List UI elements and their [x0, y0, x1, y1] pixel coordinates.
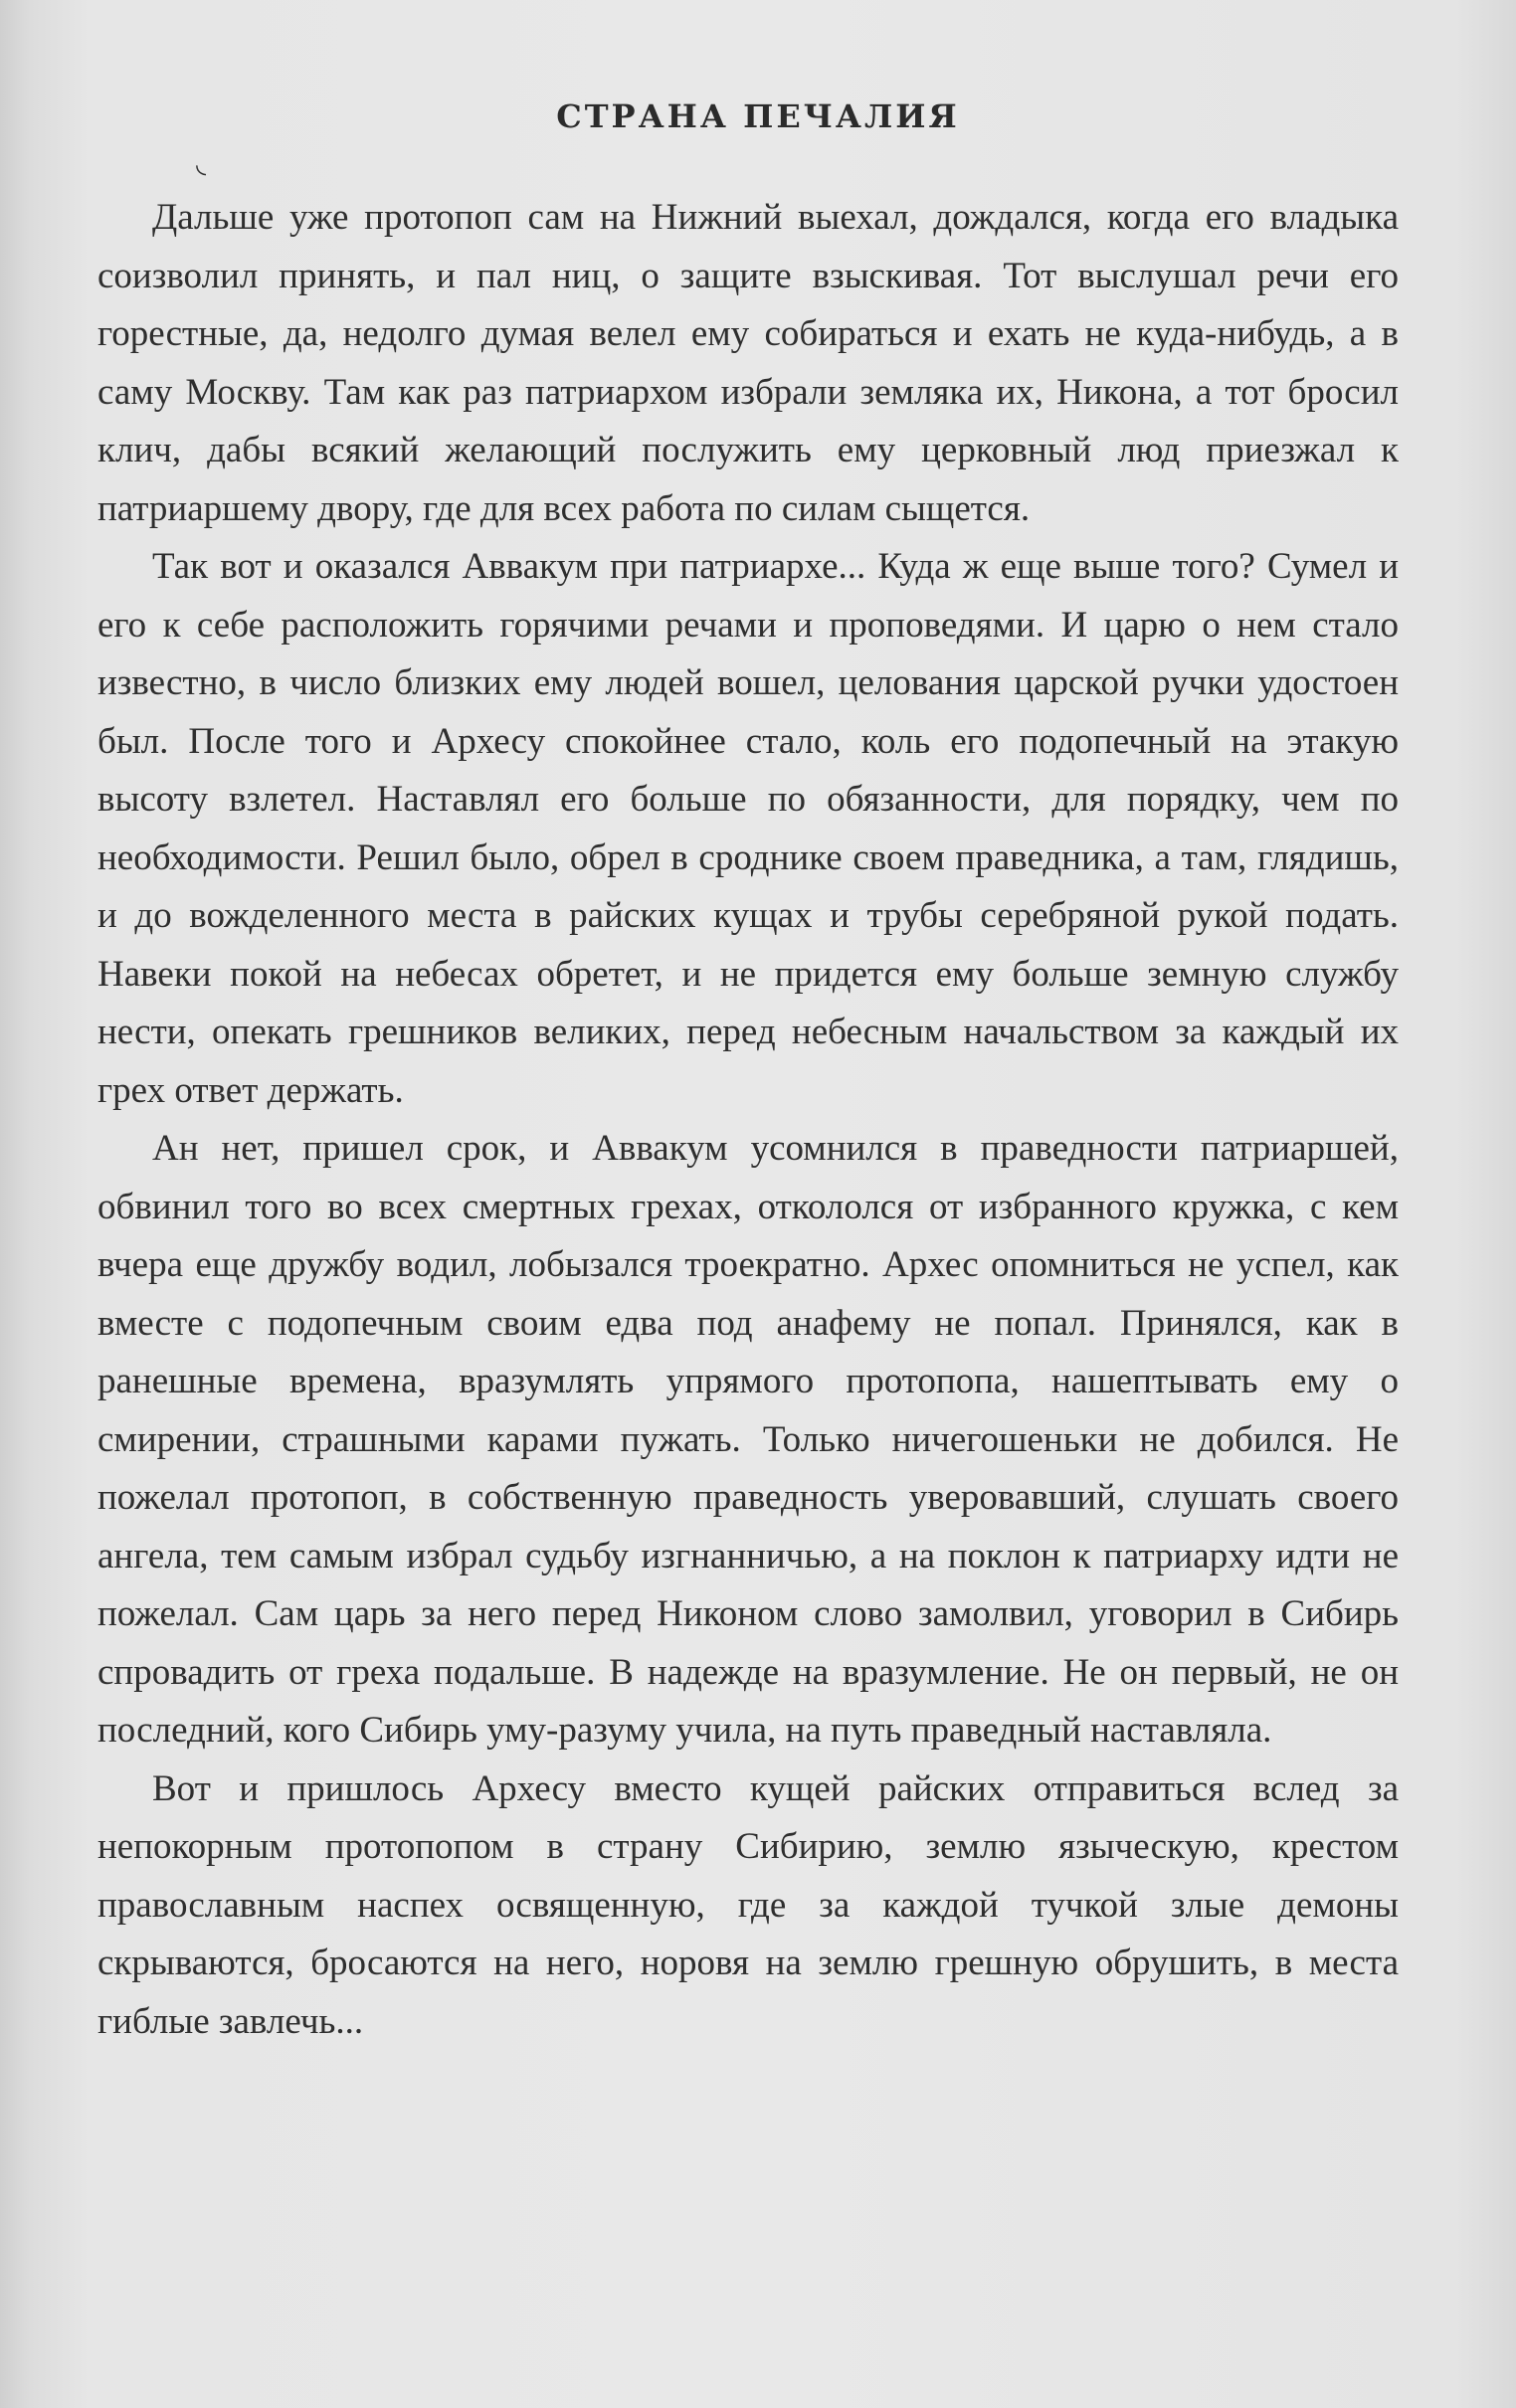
paragraph-3: Ан нет, пришел срок, и Аввакум усомнился в праведности патриаршей, обвинил того во всех смертных грехах, откололся от избранного кружка, с кем вчера еще дружбу водил, лобызался троекратно. Архес опомниться не успел, как вместе с подопечным своим едва под анафему не попал. Принялся, как в ранешные времена, вразумлять упрямого протопопа, нашептывать ему о смирении, страшными карами пужать. Только ничегошеньки не добился. Не пожелал протопоп, в собственную праведность уверовавший, слушать своего ангела, тем самым избрал судьбу изгнанничью, а на поклон к патриарху идти не пожелал. Сам царь за него перед Никоном слово замолвил, уговорил в Сибирь спровадить от греха подальше. В надежде на вразумление. Не он первый, не он последний, кого Сибирь уму-разуму учила, на путь праведный наставляла. — [97, 1128, 1399, 1751]
paragraph-4: Вот и пришлось Архесу вместо кущей райских отправиться вслед за непокорным протопопом в страну Сибирию, землю языческую, крестом православным наспех освященную, где за каждой тучкой злые демоны скрываются, бросаются на него, норовя на землю грешную обрушить, в места гиблые завлечь... — [97, 1767, 1399, 2042]
body-text — [97, 189, 1399, 2051]
ink-mark-icon: ◟ — [196, 149, 207, 179]
paragraph-1: Дальше уже протопоп сам на Нижний выехал, дождался, когда его владыка соизволил принять, и пал ниц, о защите взыскивая. Тот выслушал речи его горестные, да, недолго думая велел ему собираться и ехать не куда-нибудь, а в саму Москву. Там как раз патриархом избрали земляка их, Никона, а тот бросил клич, дабы всякий желающий послужить ему церковный люд приезжал к патриаршему двору, где для всех работа по силам сыщется. — [97, 197, 1399, 529]
running-head: СТРАНА ПЕЧАЛИЯ — [556, 97, 960, 135]
paragraph-2: Так вот и оказался Аввакум при патриархе... Куда ж еще выше того? Сумел и его к себе расположить горячими речами и проповедями. И царю о нем стало известно, в число близких ему людей вошел, целования царской ручки удостоен был. После того и Архесу спокойнее стало, коль его подопечный на этакую высоту взлетел. Наставлял его больше по обязанности, для порядку, чем по необходимости. Решил было, обрел в сроднике своем праведника, а там, глядишь, и до вожделенного места в райских кущах и трубы серебряной рукой подать. Навеки покой на небесах обретет, и не придется ему больше земную службу нести, опекать грешников великих, перед небесным начальством за каждый их грех ответ держать. — [97, 546, 1399, 1111]
